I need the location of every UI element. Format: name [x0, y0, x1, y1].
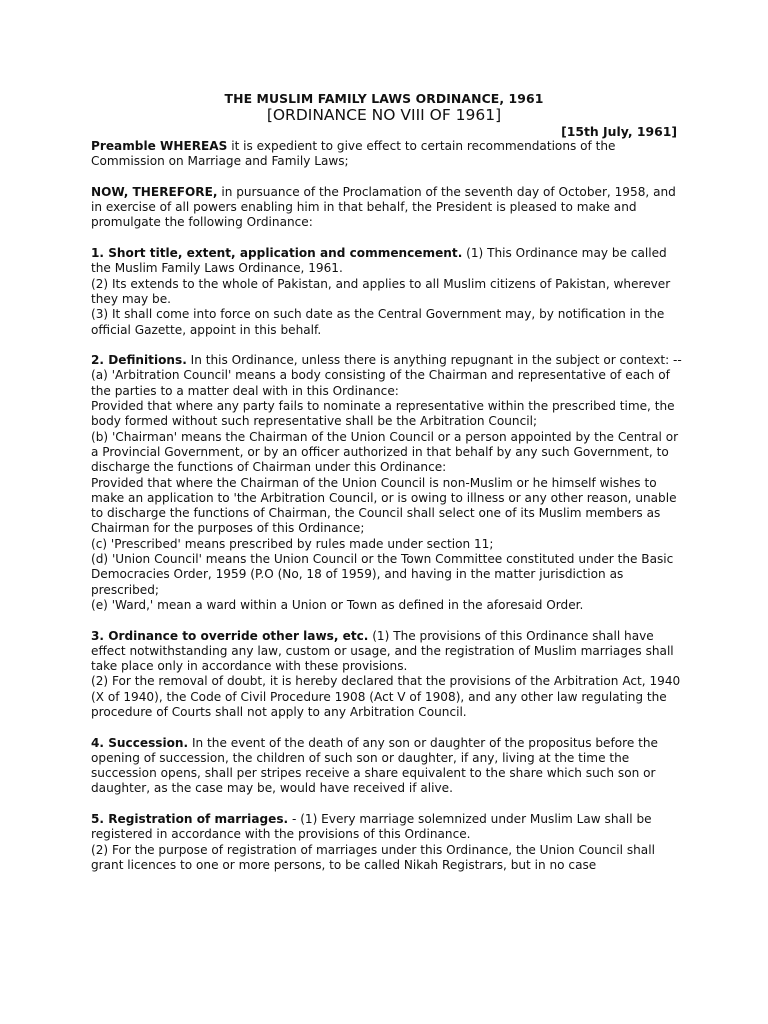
section-heading-paragraph [91, 736, 683, 797]
section-heading-paragraph [91, 246, 683, 277]
enacting-text: in pursuance of the Proclamation of the seventh day of October, 1958, and in exercise of all powers enabling him in that behalf, the President is pleased to make and promulgate the following Ordinance: [91, 184, 676, 230]
section-clause: Provided that where any party fails to nominate a representative within the prescribed time, the body formed without such representative shall be the Arbitration Council; [91, 399, 675, 429]
document-title: THE MUSLIM FAMILY LAWS ORDINANCE, 1961 [224, 91, 544, 106]
section-heading: 5. Registration of marriages. [91, 812, 289, 827]
document-body [91, 139, 683, 873]
section-clause: (2) Its extends to the whole of Pakistan, and applies to all Muslim citizens of Pakistan, wherever they may be. [91, 276, 671, 306]
section-lead: (1) This Ordinance may be called the Muslim Family Laws Ordinance, 1961. [91, 246, 667, 276]
section-heading-paragraph [91, 812, 683, 843]
section-clause: Provided that where the Chairman of the Union Council is non-Muslim or he himself wishes to make an application to 'the Arbitration Council, or is owing to illness or any other reason, unable to discharge the functions of Chairman, the Council shall select one of its Muslim members as Chairman for the purposes of this Ordinance; [91, 475, 677, 536]
section-heading: 2. Definitions. [91, 353, 187, 368]
section-lead: (1) The provisions of this Ordinance shall have effect notwithstanding any law, custom or usage, and the registration of Muslim marriages shall take place only in accordance with these provisions. [91, 628, 674, 674]
section-4 [91, 736, 683, 797]
section-1 [91, 246, 683, 338]
section-3 [91, 629, 683, 721]
section-heading-paragraph [91, 353, 683, 368]
section-clause: (3) It shall come into force on such date as the Central Government may, by notification in the official Gazette, appoint in this behalf. [91, 307, 665, 337]
section-clause: (b) 'Chairman' means the Chairman of the Union Council or a person appointed by the Central or a Provincial Government, or by an officer authorized in that behalf by any such Government, to discharge the functions of Chairman under this Ordinance: [91, 429, 679, 475]
preamble-paragraph [91, 139, 683, 170]
section-clause: (a) 'Arbitration Council' means a body consisting of the Chairman and representative of each of the parties to a matter deal with in this Ordinance: [91, 368, 670, 398]
ordinance-number: [ORDINANCE NO VIII OF 1961] [266, 106, 502, 124]
ordinance-date: [15th July, 1961] [561, 124, 677, 139]
section-clause: (e) 'Ward,' mean a ward within a Union or Town as defined in the aforesaid Order. [91, 597, 584, 612]
section-2 [91, 353, 683, 613]
section-5 [91, 812, 683, 873]
enacting-paragraph [91, 185, 683, 231]
section-heading: 3. Ordinance to override other laws, etc. [91, 628, 369, 643]
section-clause: (d) 'Union Council' means the Union Council or the Town Committee constituted under the Basic Democracies Order, 1959 (P.O (No, 18 of 1959), and having in the matter jurisdiction as prescribed; [91, 552, 674, 597]
preamble-text: it is expedient to give effect to certain recommendations of the Commission on Marriage and Family Laws; [91, 139, 616, 169]
section-clause: (2) For the removal of doubt, it is hereby declared that the provisions of the Arbitration Act, 1940 (X of 1940), the Code of Civil Procedure 1908 (Act V of 1908), and any other law regulating the procedure of Courts shall not apply to any Arbitration Council. [91, 674, 681, 719]
section-heading-paragraph [91, 629, 683, 675]
section-heading: 1. Short title, extent, application and commencement. [91, 246, 463, 261]
section-clause: (c) 'Prescribed' means prescribed by rules made under section 11; [91, 536, 494, 551]
section-clause: (2) For the purpose of registration of marriages under this Ordinance, the Union Council shall grant licences to one or more persons, to be called Nikah Registrars, but in no case [91, 842, 655, 872]
section-lead: In this Ordinance, unless there is anything repugnant in the subject or context: -- [186, 353, 682, 368]
section-lead: In the event of the death of any son or daughter of the propositus before the opening of succession, the children of such son or daughter, if any, living at the time the succession opens, shall per stripes receive a share equivalent to the share which such son or daughter, as the case may be, would have received if alive. [91, 735, 658, 796]
preamble-heading: Preamble WHEREAS [91, 139, 228, 153]
section-heading: 4. Succession. [91, 735, 189, 750]
enacting-heading: NOW, THEREFORE, [91, 184, 218, 199]
section-lead: - (1) Every marriage solemnized under Muslim Law shall be registered in accordance with the provisions of this Ordinance. [91, 812, 652, 842]
